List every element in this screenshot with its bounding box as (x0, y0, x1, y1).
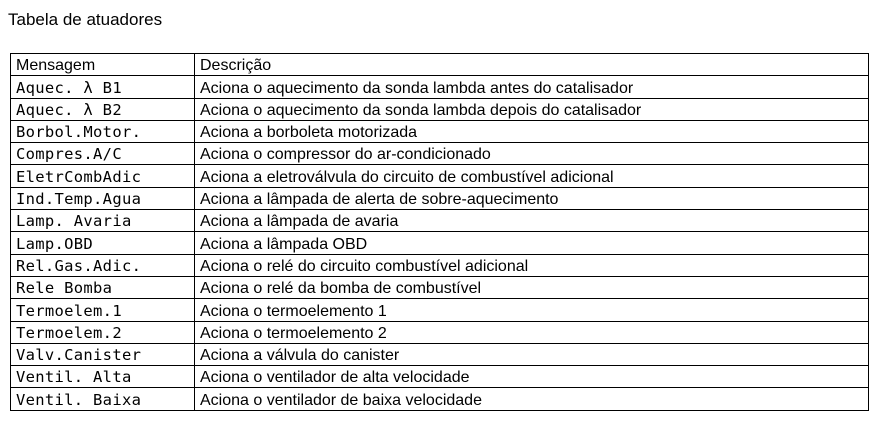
row-message: Rel.Gas.Adic. (11, 254, 195, 276)
table-row (11, 165, 869, 187)
row-description: Aciona a borboleta motorizada (195, 120, 869, 142)
row-description: Aciona a lâmpada OBD (195, 232, 869, 254)
document-title: Tabela de atuadores (8, 10, 163, 29)
row-description: Aciona a eletroválvula do circuito de combustível adicional (195, 165, 869, 187)
header-message: Mensagem (11, 54, 195, 76)
row-message: Rele Bomba (11, 276, 195, 298)
row-message: Ventil. Alta (11, 366, 195, 388)
table-row (11, 321, 869, 343)
row-message: Borbol.Motor. (11, 120, 195, 142)
row-description: Aciona o relé do circuito combustível adicional (195, 254, 869, 276)
row-message: Valv.Canister (11, 343, 195, 365)
row-description: Aciona o ventilador de alta velocidade (195, 366, 869, 388)
row-message: Compres.A/C (11, 143, 195, 165)
table-row (11, 254, 869, 276)
table-row (11, 232, 869, 254)
table-header-row (11, 54, 869, 76)
row-message: Termoelem.2 (11, 321, 195, 343)
table-row (11, 299, 869, 321)
row-description: Aciona o termoelemento 1 (195, 299, 869, 321)
row-description: Aciona o ventilador de baixa velocidade (195, 388, 869, 410)
row-message: Lamp. Avaria (11, 210, 195, 232)
row-message: EletrCombAdic (11, 165, 195, 187)
row-message: Ventil. Baixa (11, 388, 195, 410)
row-description: Aciona o compressor do ar-condicionado (195, 143, 869, 165)
row-message: Aquec. λ B2 (11, 98, 195, 120)
row-message: Ind.Temp.Agua (11, 187, 195, 209)
row-message: Aquec. λ B1 (11, 76, 195, 98)
row-description: Aciona a lâmpada de avaria (195, 210, 869, 232)
table-row (11, 366, 869, 388)
actuator-table (10, 53, 869, 411)
table-row (11, 343, 869, 365)
table-row (11, 210, 869, 232)
header-description: Descrição (195, 54, 869, 76)
table-row (11, 388, 869, 410)
row-message: Lamp.OBD (11, 232, 195, 254)
table-row (11, 143, 869, 165)
table-row (11, 120, 869, 142)
row-description: Aciona a lâmpada de alerta de sobre-aquecimento (195, 187, 869, 209)
row-description: Aciona o aquecimento da sonda lambda antes do catalisador (195, 76, 869, 98)
table-row (11, 98, 869, 120)
table-row (11, 187, 869, 209)
row-description: Aciona o aquecimento da sonda lambda depois do catalisador (195, 98, 869, 120)
row-message: Termoelem.1 (11, 299, 195, 321)
table-row (11, 276, 869, 298)
row-description: Aciona o relé da bomba de combustível (195, 276, 869, 298)
table-row (11, 76, 869, 98)
row-description: Aciona o termoelemento 2 (195, 321, 869, 343)
row-description: Aciona a válvula do canister (195, 343, 869, 365)
